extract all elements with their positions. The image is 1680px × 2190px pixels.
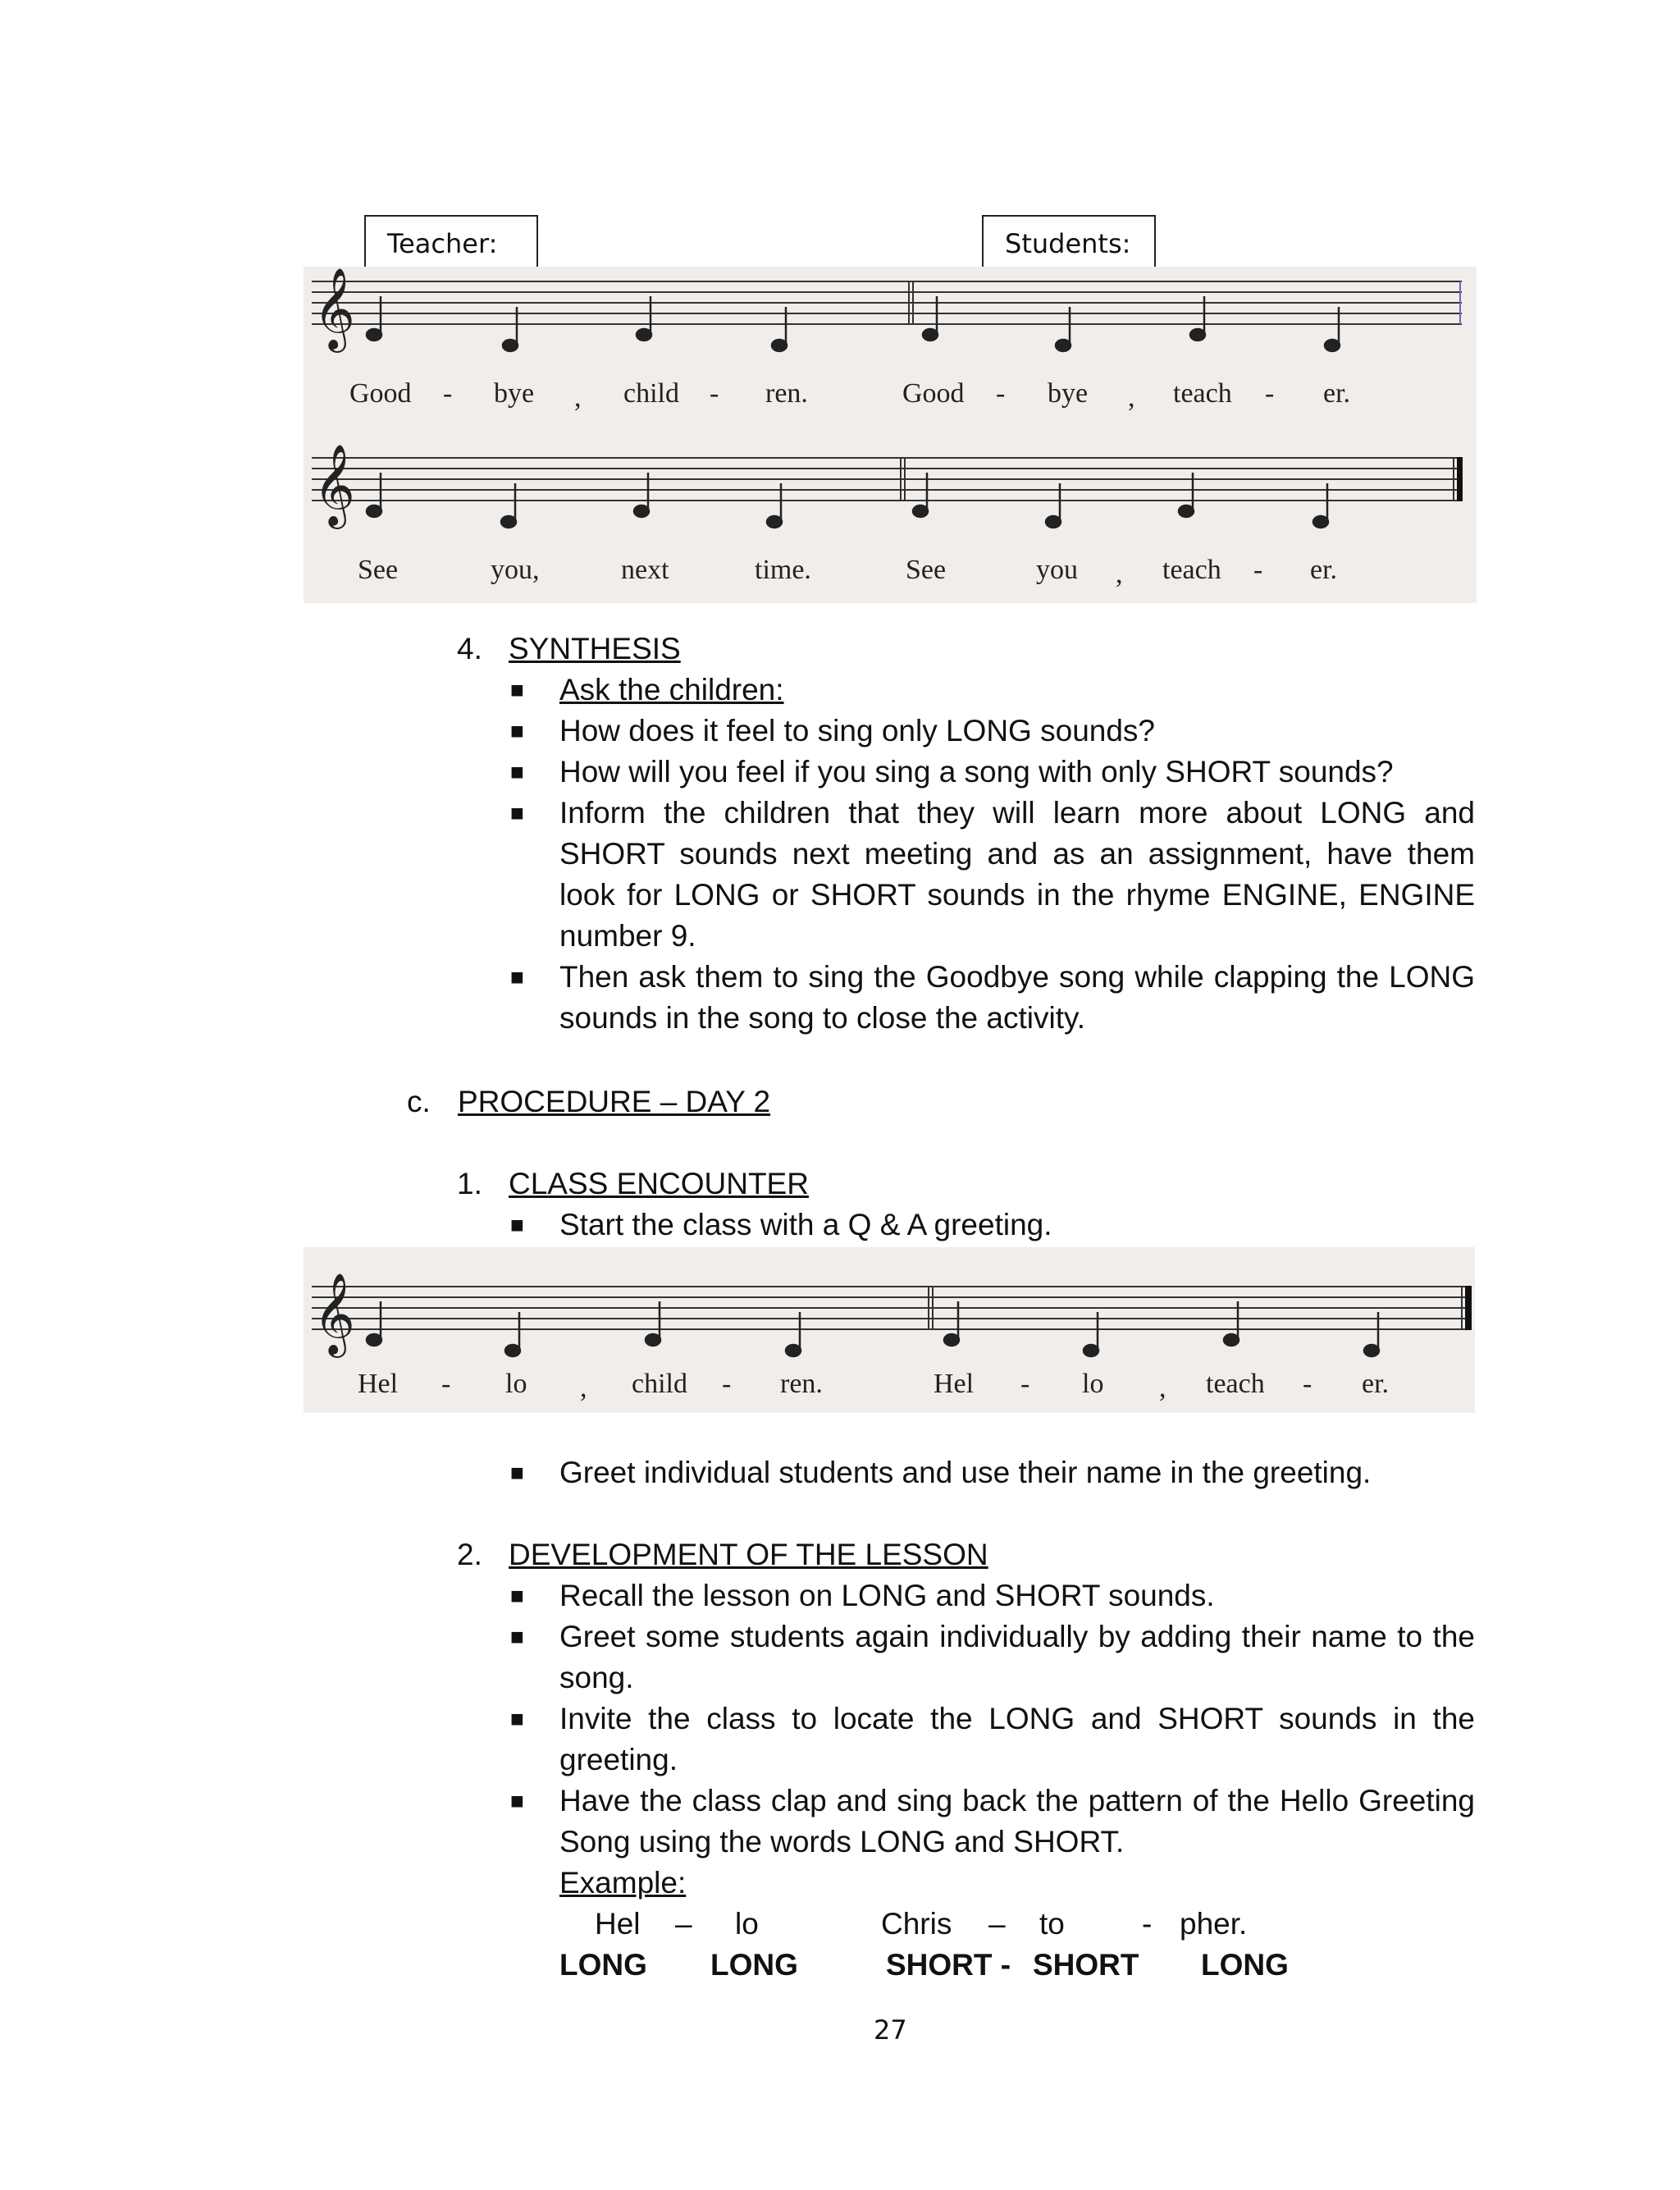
lyric: you (1036, 555, 1078, 585)
lyric: Good (902, 378, 965, 409)
example-duration: LONG (1201, 1948, 1289, 1982)
svg-text:𝄞: 𝄞 (313, 267, 355, 350)
lyric: , (1128, 382, 1135, 413)
synthesis-bullet: Inform the children that they will learn more about LONG and SHORT sounds next meeting and as an assignment, have them look for LONG or SHORT sounds in the rhyme ENGINE, ENGINE number 9. (559, 796, 1475, 953)
example-syllable: lo (735, 1907, 759, 1941)
lyric: , (574, 382, 582, 413)
goodbye-song-score (304, 267, 1477, 603)
lyric: next (621, 555, 669, 585)
lyric: bye (1048, 378, 1089, 409)
page-number: 27 (874, 2014, 907, 2046)
example-duration: LONG (710, 1948, 798, 1982)
lyric: , (1116, 559, 1123, 589)
lyric: - (1303, 1369, 1312, 1399)
bullet-icon: ■ (510, 1583, 524, 1608)
goodbye-song-staff (304, 267, 1477, 603)
students-label: Students: (982, 215, 1156, 269)
synthesis-heading: SYNTHESIS (509, 632, 681, 665)
lyric: Hel (934, 1369, 975, 1399)
bullet-icon: ■ (510, 1460, 524, 1485)
bullet-icon: ■ (510, 1212, 524, 1237)
teacher-label: Teacher: (364, 215, 538, 269)
lyric: See (906, 555, 947, 585)
svg-text:𝄞: 𝄞 (313, 1273, 355, 1355)
example-duration: SHORT - (886, 1948, 1011, 1982)
development-bullet: Greet some students again individually by adding their name to the song. (559, 1620, 1475, 1694)
lyric: - (1253, 555, 1263, 585)
lyric: - (1265, 378, 1275, 409)
development-number: 2. (457, 1538, 482, 1571)
example-duration: SHORT (1033, 1948, 1139, 1982)
hello-song-score (304, 1247, 1475, 1413)
lyric: - (722, 1369, 732, 1399)
lyric: teach (1162, 555, 1221, 585)
bullet-icon: ■ (510, 1624, 524, 1649)
lyric: er. (1362, 1369, 1390, 1399)
greet-bullet: Greet individual students and use their name in the greeting. (559, 1456, 1372, 1489)
procedure-heading: PROCEDURE – DAY 2 (458, 1085, 771, 1118)
example-syllable: Hel (595, 1907, 641, 1941)
lyric: bye (494, 378, 535, 409)
example-syllable: pher. (1180, 1907, 1248, 1941)
synthesis-bullet: How will you feel if you sing a song with only SHORT sounds? (559, 755, 1394, 789)
synthesis-number: 4. (457, 632, 482, 665)
bullet-icon: ■ (510, 1706, 524, 1731)
bullet-icon: ■ (510, 759, 524, 784)
lyric: Hel (358, 1369, 399, 1399)
class-encounter-bullet: Start the class with a Q & A greeting. (559, 1208, 1052, 1241)
lyric: - (443, 378, 453, 409)
lyric: - (710, 378, 719, 409)
bullet-icon: ■ (510, 800, 524, 825)
class-encounter-number: 1. (457, 1167, 482, 1200)
synthesis-bullet: How does it feel to sing only LONG sounds? (559, 714, 1155, 748)
lyric: - (996, 378, 1006, 409)
lyric: See (358, 555, 399, 585)
procedure-letter: c. (407, 1085, 431, 1118)
lyric: you, (491, 555, 540, 585)
lyric: ren. (765, 378, 808, 409)
example-syllable: – (675, 1907, 692, 1941)
development-bullet: Recall the lesson on LONG and SHORT sounds. (559, 1579, 1215, 1612)
lyric: Good (349, 378, 412, 409)
lyric: - (441, 1369, 451, 1399)
lyric: - (1020, 1369, 1030, 1399)
example-duration: LONG (559, 1948, 647, 1982)
example-syllable: – (988, 1907, 1006, 1941)
development-heading: DEVELOPMENT OF THE LESSON (509, 1538, 988, 1571)
example-syllable: to (1039, 1907, 1065, 1941)
synthesis-bullet: Ask the children: (559, 673, 784, 706)
development-bullet: Invite the class to locate the LONG and SHORT sounds in the greeting. (559, 1702, 1475, 1776)
synthesis-bullet: Then ask them to sing the Goodbye song while clapping the LONG sounds in the song to close the activity. (559, 960, 1475, 1035)
lyric: teach (1173, 378, 1232, 409)
lyric: lo (1082, 1369, 1104, 1399)
lyric: time. (755, 555, 811, 585)
lyric: er. (1323, 378, 1351, 409)
lyric: , (1159, 1373, 1166, 1403)
svg-text:𝄞: 𝄞 (313, 444, 355, 526)
lyric: child (632, 1369, 687, 1399)
lyric: er. (1310, 555, 1338, 585)
lyric: , (580, 1373, 587, 1403)
class-encounter-heading: CLASS ENCOUNTER (509, 1167, 809, 1200)
hello-song-staff (304, 1247, 1475, 1413)
example-syllable: - (1142, 1907, 1153, 1941)
lyric: lo (505, 1369, 527, 1399)
example-syllable: Chris (881, 1907, 952, 1941)
lyric: ren. (780, 1369, 823, 1399)
example-label: Example: (559, 1866, 687, 1900)
bullet-icon: ■ (510, 1788, 524, 1813)
bullet-icon: ■ (510, 677, 524, 702)
bullet-icon: ■ (510, 964, 524, 990)
bullet-icon: ■ (510, 718, 524, 743)
lyric: child (623, 378, 679, 409)
lyric: teach (1206, 1369, 1265, 1399)
development-bullet: Have the class clap and sing back the pattern of the Hello Greeting Song using the words LONG and SHORT. (559, 1784, 1475, 1859)
